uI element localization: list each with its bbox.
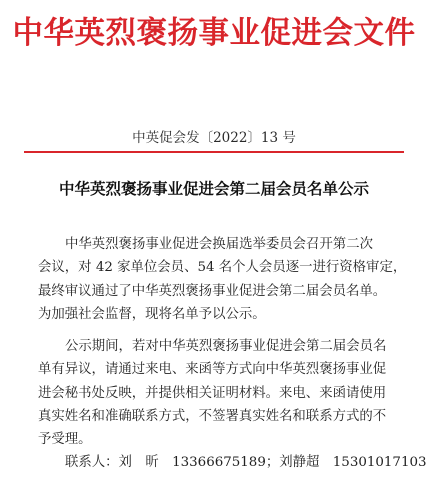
document-title: 中华英烈褒扬事业促进会第二届会员名单公示 xyxy=(58,180,369,198)
document-number: 中英促会发〔2022〕13 号 xyxy=(132,130,296,146)
paragraph-line: 单有异议，请通过来电、来函等方式向中华英烈褒扬事业促 xyxy=(38,362,387,378)
paragraph-announcement xyxy=(38,233,407,326)
contact-info xyxy=(38,451,427,474)
paragraph-line: 公示期间，若对中华英烈褒扬事业促进会第二届会员名 xyxy=(65,339,387,354)
paragraph-line: 中华英烈褒扬事业促进会换届选举委员会召开第二次 xyxy=(65,237,373,252)
paragraph-line: 进会秘书处反映，并提供相关证明材料。来电、来函请使用 xyxy=(38,385,387,401)
paragraph-line: 真实姓名和准确联系方式，不签署真实姓名和联系方式的不 xyxy=(38,408,387,424)
paragraph-line: 为加强社会监督，现将名单予以公示。 xyxy=(38,306,266,322)
paragraph-objection-instructions xyxy=(38,335,394,451)
paragraph-line: 最终审议通过了中华英烈褒扬事业促进会第二届会员名单。 xyxy=(38,283,387,299)
contact-line: 联系人：刘 昕 13366675189；刘静超 15301017103 xyxy=(65,455,427,470)
paragraph-line: 会议，对 42 家单位会员、54 名个人会员逐一进行资格审定， xyxy=(38,260,407,276)
red-divider xyxy=(24,151,404,153)
masthead-title: 中华英烈褒扬事业促进会文件 xyxy=(12,16,416,51)
paragraph-line: 予受理。 xyxy=(38,432,92,448)
